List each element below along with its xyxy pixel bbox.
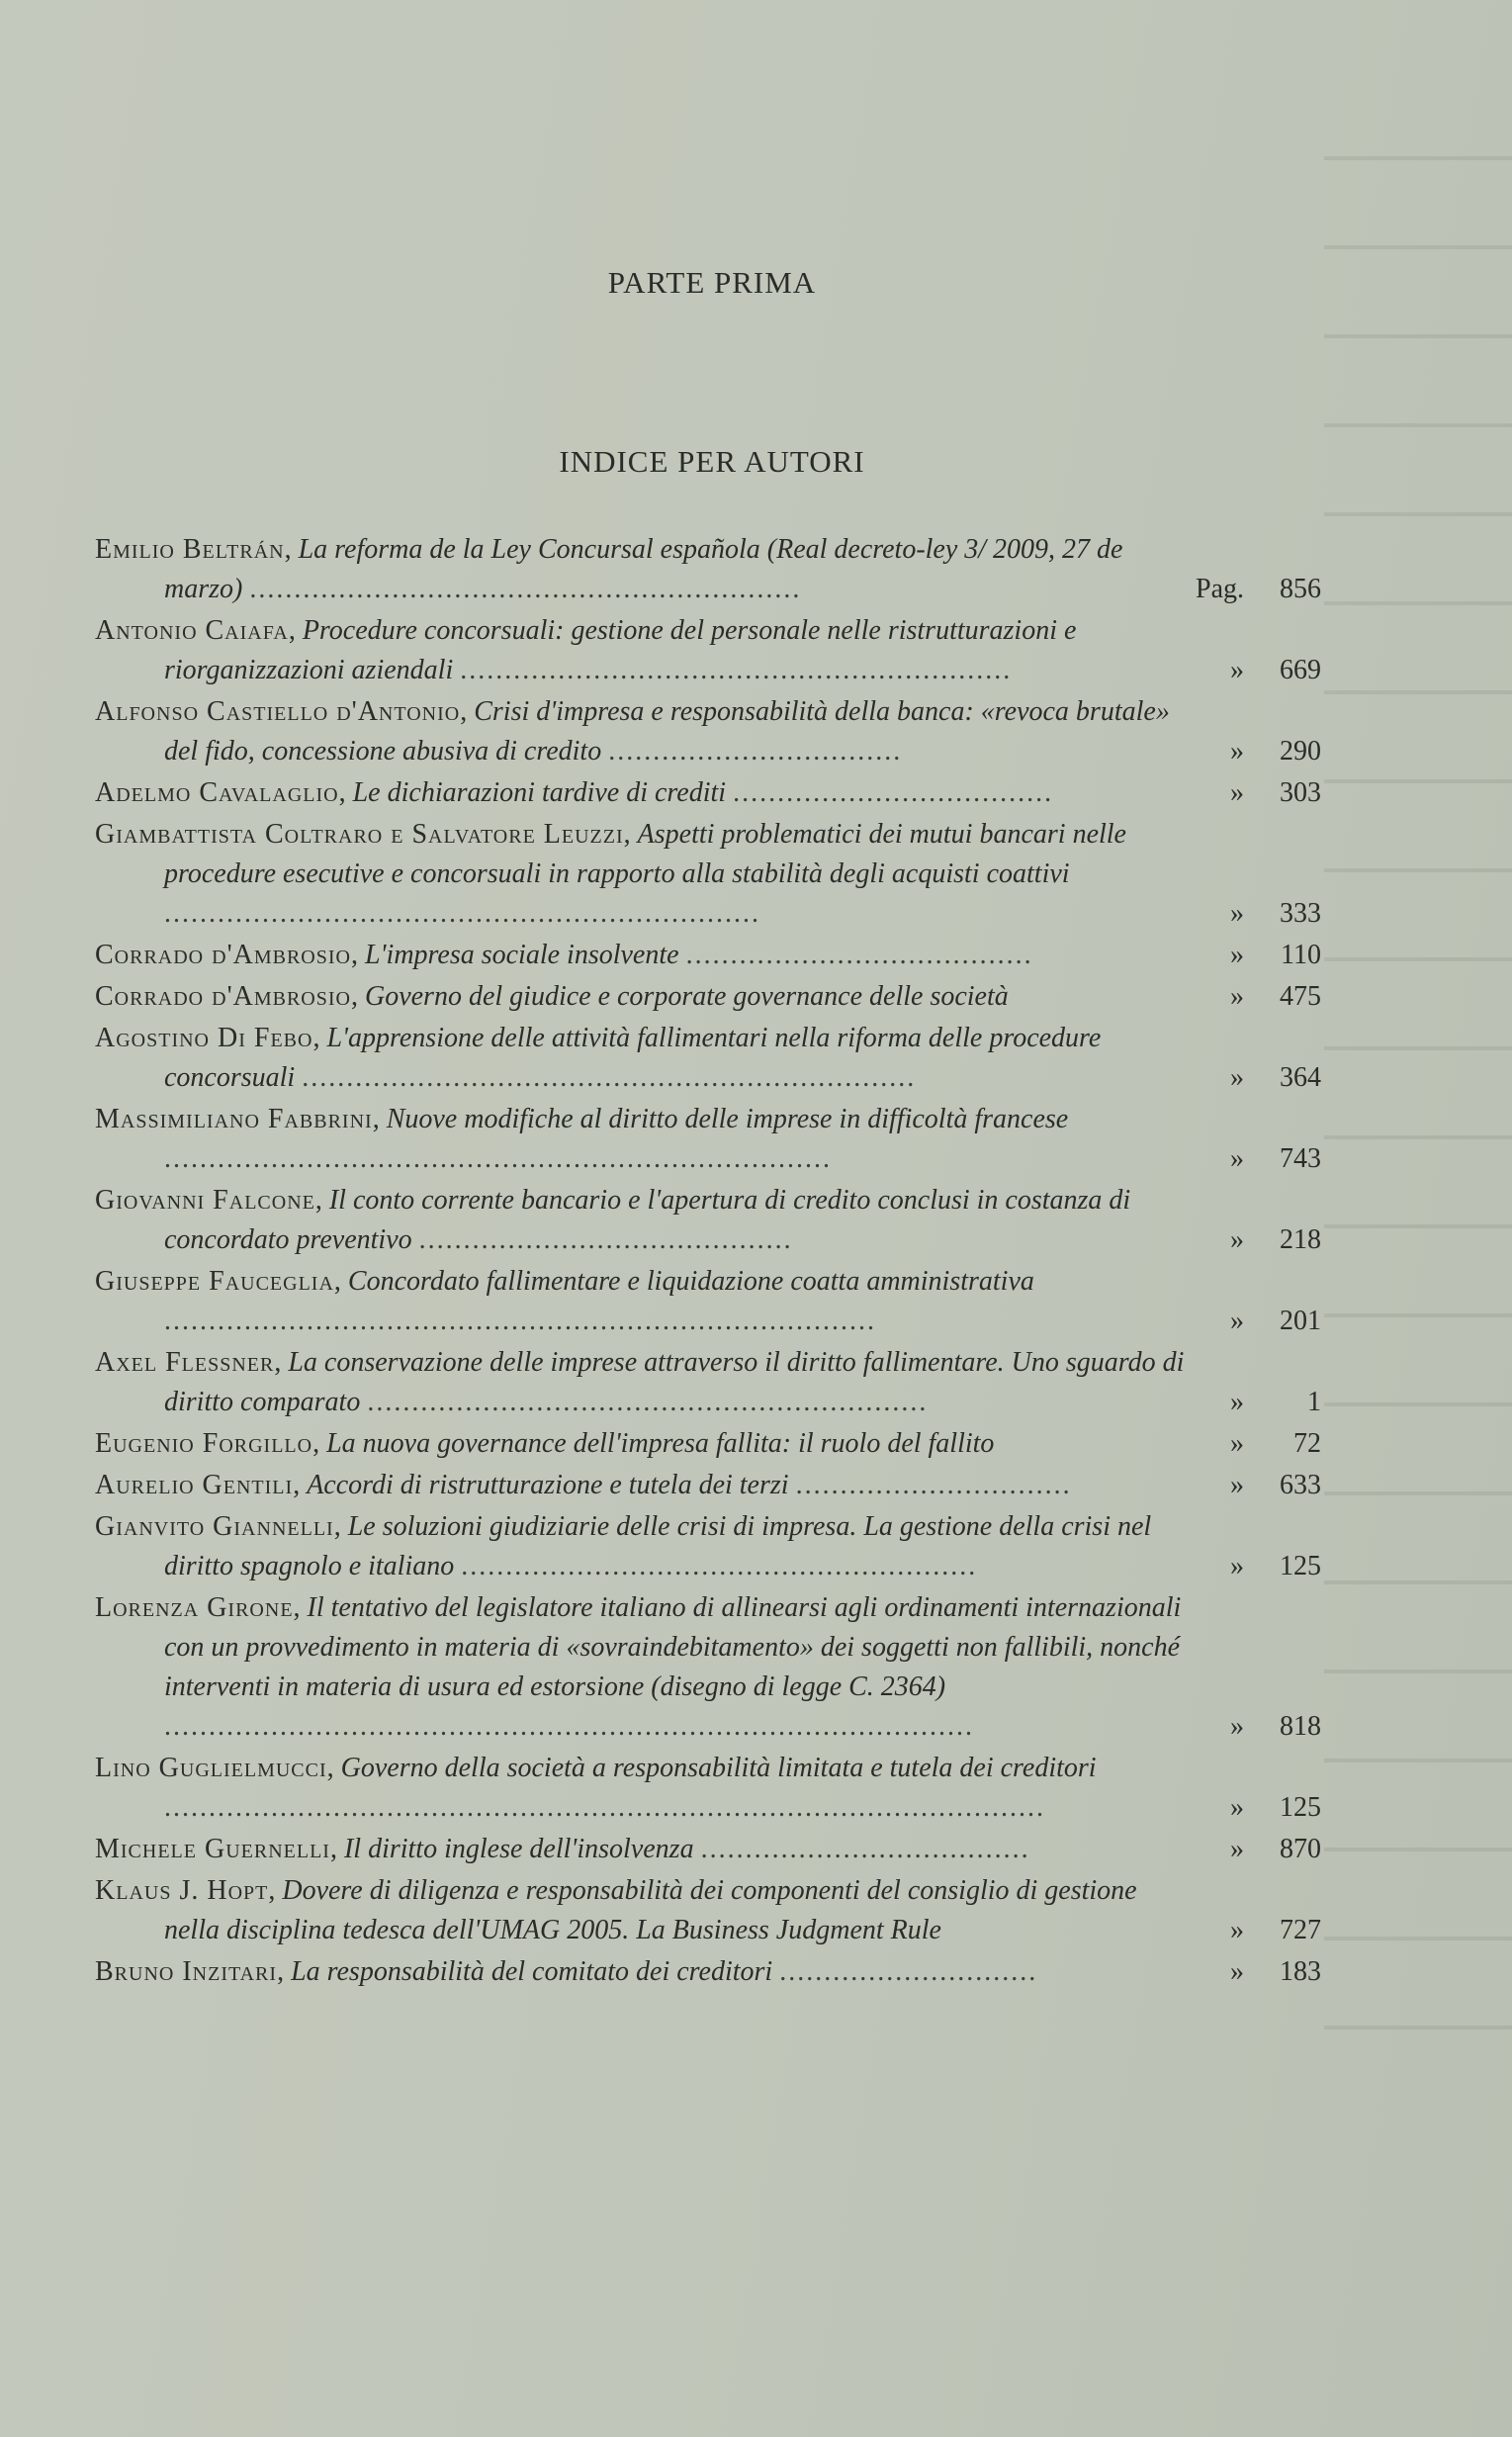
- entry-author: Michele Guernelli: [95, 1834, 330, 1864]
- entry-author: Giovanni Falcone: [95, 1185, 315, 1216]
- entry-title: Il tentativo del legislatore italiano di allinearsi agli ordinamenti internazionali con un provvedimento in materia di «sovraindebitamento» dei soggetti non fallibili, nonché interventi in materia di usura ed estorsione (disegno di legge C. 2364): [164, 1592, 1182, 1702]
- index-entry: Giuseppe Fauceglia, Concordato fallimentare e liquidazione coatta amministrativa ................................................................................ » 201: [95, 1262, 1321, 1341]
- index-entry: Alfonso Castiello d'Antonio, Crisi d'impresa e responsabilità della banca: «revoca brutale» del fido, concessione abusiva di credito ................................. » 290: [95, 692, 1321, 771]
- entry-author: Adelmo Cavalaglio: [95, 777, 339, 808]
- index-entry: Klaus J. Hopt, Dovere di diligenza e responsabilità dei componenti del consiglio di gestione nella disciplina tedesca dell'UMAG 2005. La Business Judgment Rule » 727: [95, 1871, 1321, 1950]
- entry-page: 856: [1280, 574, 1321, 604]
- entry-marker: »: [1230, 1306, 1244, 1336]
- entry-author: Agostino Di Febo: [95, 1023, 313, 1053]
- entry-author: Klaus J. Hopt: [95, 1875, 269, 1906]
- entry-marker: »: [1230, 1428, 1244, 1459]
- bleed-through-text: [1324, 119, 1512, 2097]
- index-entry: Massimiliano Fabbrini, Nuove modifiche al diritto delle imprese in difficoltà francese ........................................................................... » 743: [95, 1100, 1321, 1179]
- entry-marker: »: [1230, 736, 1244, 767]
- entry-title: La reforma de la Ley Concursal española (Real decreto-ley 3/ 2009, 27 de marzo): [164, 534, 1123, 604]
- entry-author: Alfonso Castiello d'Antonio: [95, 696, 461, 727]
- entry-marker: »: [1230, 1551, 1244, 1581]
- index-entry: Corrado d'Ambrosio, L'impresa sociale insolvente ....................................... » 110: [95, 936, 1321, 975]
- entry-author: Corrado d'Ambrosio: [95, 981, 351, 1012]
- entry-page: 218: [1280, 1224, 1321, 1255]
- entry-title: Il diritto inglese dell'insolvenza: [343, 1834, 694, 1864]
- entry-title: L'apprensione delle attività fallimentari nella riforma delle procedure concorsuali: [164, 1023, 1102, 1093]
- entry-title: L'impresa sociale insolvente: [364, 940, 679, 970]
- entry-title: Crisi d'impresa e responsabilità della banca: «revoca brutale» del fido, concessione abusiva di credito: [164, 696, 1170, 767]
- entry-marker: »: [1230, 1792, 1244, 1823]
- entry-page: 110: [1281, 940, 1321, 970]
- entry-title: Il conto corrente bancario e l'apertura di credito conclusi in costanza di concordato preventivo: [164, 1185, 1131, 1255]
- entry-page: 669: [1280, 655, 1321, 685]
- entry-page: 364: [1280, 1062, 1321, 1093]
- entry-title: La nuova governance dell'impresa fallita: il ruolo del fallito: [326, 1428, 995, 1459]
- entry-title: Le soluzioni giudiziarie delle crisi di impresa. La gestione della crisi nel diritto spagnolo e italiano: [164, 1511, 1152, 1581]
- entry-title: Nuove modifiche al diritto delle imprese in difficoltà francese: [386, 1104, 1069, 1134]
- index-entry: Bruno Inzitari, La responsabilità del comitato dei creditori ............................. » 183: [95, 1952, 1321, 1992]
- entry-author: Gianvito Giannelli: [95, 1511, 334, 1542]
- index-entry: Giambattista Coltraro e Salvatore Leuzzi, Aspetti problematici dei mutui bancari nelle procedure esecutive e concorsuali in rapporto alla stabilità degli acquisti coattivi ................................................................... » 333: [95, 815, 1321, 934]
- entry-author: Aurelio Gentili: [95, 1470, 294, 1500]
- entry-marker: »: [1230, 1915, 1244, 1945]
- index-entry: Gianvito Giannelli, Le soluzioni giudiziarie delle crisi di impresa. La gestione della crisi nel diritto spagnolo e italiano .......................................................... » 125: [95, 1507, 1321, 1586]
- entry-marker: »: [1230, 655, 1244, 685]
- entry-title: La conservazione delle imprese attraverso il diritto fallimentare. Uno sguardo di diritto comparato: [164, 1347, 1185, 1417]
- entry-marker: »: [1230, 1143, 1244, 1174]
- index-entry: Antonio Caiafa, Procedure concorsuali: gestione del personale nelle ristrutturazioni e riorganizzazioni aziendali .............................................................. » 669: [95, 611, 1321, 690]
- index-entry: Emilio Beltrán, La reforma de la Ley Concursal española (Real decreto-ley 3/ 2009, 27 de marzo) .............................................................. Pag. 856: [95, 530, 1321, 609]
- entry-page: 475: [1280, 981, 1321, 1012]
- entry-author: Axel Flessner: [95, 1347, 275, 1378]
- index-entry: Agostino Di Febo, L'apprensione delle attività fallimentari nella riforma delle procedure concorsuali ..................................................................... » 364: [95, 1019, 1321, 1098]
- entry-author: Antonio Caiafa: [95, 615, 289, 646]
- entry-author: Lino Guglielmucci: [95, 1753, 327, 1783]
- entry-page: 125: [1280, 1792, 1321, 1823]
- entry-page: 303: [1280, 777, 1321, 808]
- index-title: INDICE PER AUTORI: [559, 444, 865, 479]
- entry-title: Accordi di ristrutturazione e tutela dei terzi: [307, 1470, 789, 1500]
- entry-marker: »: [1230, 777, 1244, 808]
- entry-author: Bruno Inzitari: [95, 1956, 278, 1987]
- entry-marker: »: [1230, 1834, 1244, 1864]
- entry-title: Procedure concorsuali: gestione del personale nelle ristrutturazioni e riorganizzazioni aziendali: [164, 615, 1077, 685]
- entry-marker: »: [1230, 1711, 1244, 1742]
- index-entry: Eugenio Forgillo, La nuova governance dell'impresa fallita: il ruolo del fallito » 72: [95, 1424, 1321, 1464]
- entry-marker: »: [1230, 1956, 1244, 1987]
- entry-page: 183: [1280, 1956, 1321, 1987]
- index-entry: Axel Flessner, La conservazione delle imprese attraverso il diritto fallimentare. Uno sguardo di diritto comparato ............................................................... » 1: [95, 1343, 1321, 1422]
- entry-author: Massimiliano Fabbrini: [95, 1104, 373, 1134]
- index-entry: Lino Guglielmucci, Governo della società a responsabilità limitata e tutela dei creditori ................................................................................................... » 125: [95, 1749, 1321, 1828]
- entry-author: Eugenio Forgillo: [95, 1428, 313, 1459]
- entry-title: Aspetti problematici dei mutui bancari nelle procedure esecutive e concorsuali in rapporto alla stabilità degli acquisti coattivi: [164, 819, 1126, 889]
- entry-page: 201: [1280, 1306, 1321, 1336]
- entry-marker: »: [1230, 1470, 1244, 1500]
- entry-author: Corrado d'Ambrosio: [95, 940, 351, 970]
- entry-page: 633: [1280, 1470, 1321, 1500]
- entry-marker: »: [1230, 1224, 1244, 1255]
- entry-title: La responsabilità del comitato dei creditori: [291, 1956, 773, 1987]
- entry-title: Governo del giudice e corporate governance delle società: [364, 981, 1009, 1012]
- entry-marker: »: [1230, 981, 1244, 1012]
- entry-author: Lorenza Girone: [95, 1592, 294, 1623]
- entry-title: Governo della società a responsabilità limitata e tutela dei creditori: [340, 1753, 1097, 1783]
- part-title: PARTE PRIMA: [607, 265, 817, 300]
- entry-page: 818: [1280, 1711, 1321, 1742]
- entry-title: Concordato fallimentare e liquidazione coatta amministrativa: [347, 1266, 1034, 1297]
- entry-page: 727: [1280, 1915, 1321, 1945]
- entry-page: 333: [1280, 898, 1321, 929]
- entry-title: Dovere di diligenza e responsabilità dei componenti del consiglio di gestione nella disciplina tedesca dell'UMAG 2005. La Business Judgment Rule: [164, 1875, 1137, 1945]
- entry-marker: »: [1230, 1062, 1244, 1093]
- index-entry: Adelmo Cavalaglio, Le dichiarazioni tardive di crediti .................................... » 303: [95, 773, 1321, 813]
- entry-author: Giuseppe Fauceglia: [95, 1266, 334, 1297]
- entry-page: 743: [1280, 1143, 1321, 1174]
- entry-page: 870: [1280, 1834, 1321, 1864]
- author-index-list: [95, 530, 1321, 1994]
- entry-marker: Pag.: [1196, 574, 1244, 604]
- entry-page: 125: [1280, 1551, 1321, 1581]
- index-entry: Lorenza Girone, Il tentativo del legislatore italiano di allinearsi agli ordinamenti internazionali con un provvedimento in materia di «sovraindebitamento» dei soggetti non fallibili, nonché interventi in materia di usura ed estorsione (disegno di legge C. 2364) ........................................................................................... » 818: [95, 1588, 1321, 1747]
- entry-marker: »: [1230, 898, 1244, 929]
- entry-author: Emilio Beltrán: [95, 534, 285, 565]
- entry-page: 1: [1307, 1387, 1321, 1417]
- entry-page: 72: [1293, 1428, 1321, 1459]
- index-entry: Giovanni Falcone, Il conto corrente bancario e l'apertura di credito conclusi in costanza di concordato preventivo .......................................... » 218: [95, 1181, 1321, 1260]
- index-entry: Aurelio Gentili, Accordi di ristrutturazione e tutela dei terzi ............................... » 633: [95, 1466, 1321, 1505]
- entry-page: 290: [1280, 736, 1321, 767]
- entry-author: Giambattista Coltraro e Salvatore Leuzzi: [95, 819, 624, 850]
- index-entry: Michele Guernelli, Il diritto inglese dell'insolvenza ..................................... » 870: [95, 1830, 1321, 1869]
- entry-marker: »: [1230, 940, 1244, 970]
- entry-marker: »: [1230, 1387, 1244, 1417]
- index-entry: Corrado d'Ambrosio, Governo del giudice e corporate governance delle società » 475: [95, 977, 1321, 1017]
- entry-title: Le dichiarazioni tardive di crediti: [352, 777, 727, 808]
